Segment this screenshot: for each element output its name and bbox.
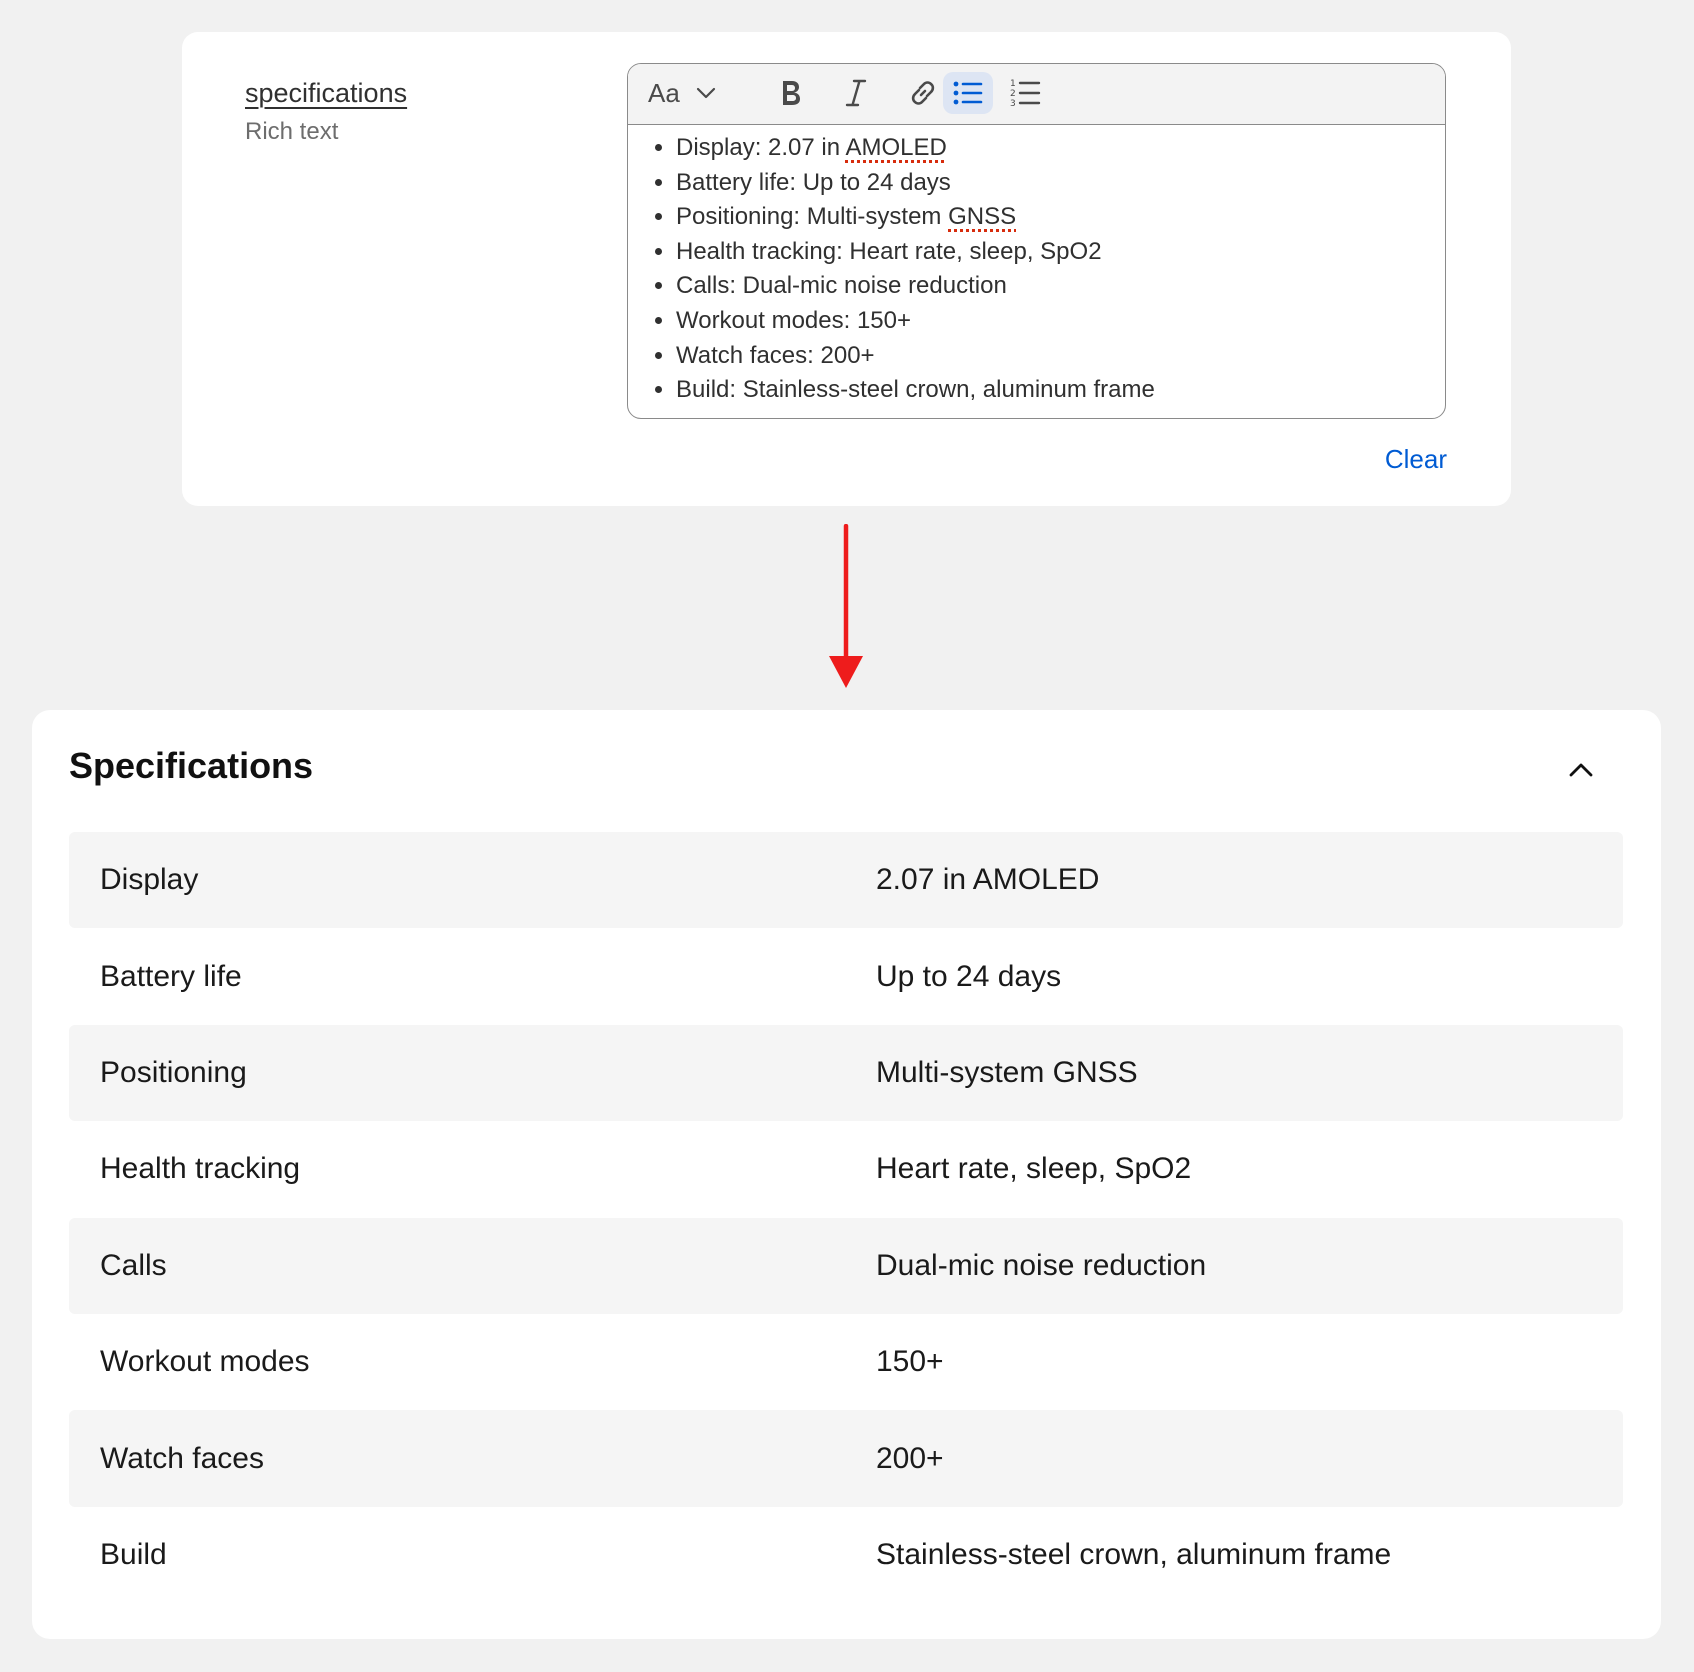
specs-bullet-list	[628, 131, 1445, 408]
spellcheck-flagged-word[interactable]: AMOLED	[845, 134, 947, 161]
spec-value: 200+	[876, 1441, 944, 1475]
link-icon	[907, 77, 939, 109]
spec-key: Positioning	[100, 1055, 247, 1089]
spec-value: Heart rate, sleep, SpO2	[876, 1152, 1192, 1186]
numbered-list-button[interactable]	[1003, 72, 1047, 114]
table-row	[69, 1218, 1623, 1314]
spec-key: Display	[100, 863, 199, 897]
chevron-up-icon	[1568, 762, 1594, 783]
metafield-editor-card	[182, 32, 1511, 506]
bulleted-list-icon	[952, 79, 984, 107]
down-arrow-icon	[828, 524, 864, 695]
field-type-label: Rich text	[245, 118, 339, 145]
specifications-table	[69, 832, 1623, 1603]
spec-key: Watch faces	[100, 1441, 264, 1475]
spec-value: Stainless-steel crown, aluminum frame	[876, 1537, 1392, 1571]
spec-key: Calls	[100, 1248, 167, 1282]
rte-toolbar	[628, 64, 1445, 125]
rte-content[interactable]	[628, 125, 1445, 408]
spec-value: 150+	[876, 1345, 944, 1379]
table-row	[69, 1314, 1623, 1410]
list-item: • Watch faces: 200+	[676, 339, 1445, 374]
specifications-card	[32, 710, 1661, 1639]
field-name[interactable]: specifications	[245, 78, 408, 108]
table-row	[69, 1507, 1623, 1603]
list-item: • Build: Stainless-steel crown, aluminum frame	[676, 373, 1445, 408]
table-row	[69, 1025, 1623, 1121]
chevron-down-icon	[696, 87, 716, 99]
rich-text-editor[interactable]	[627, 63, 1446, 419]
numbered-list-icon	[1009, 77, 1041, 109]
svg-text:3: 3	[1010, 99, 1016, 109]
bold-button[interactable]	[769, 72, 813, 114]
table-row	[69, 832, 1623, 928]
spec-key: Build	[100, 1537, 167, 1571]
svg-text:2: 2	[1010, 89, 1016, 99]
spec-value: 2.07 in AMOLED	[876, 863, 1100, 897]
italic-icon	[844, 78, 868, 108]
link-button[interactable]	[901, 72, 945, 114]
list-item: • Battery life: Up to 24 days	[676, 166, 1445, 201]
spec-value: Multi-system GNSS	[876, 1055, 1138, 1089]
spec-key: Workout modes	[100, 1345, 310, 1379]
specifications-title: Specifications	[69, 745, 314, 786]
collapse-button[interactable]	[1559, 750, 1603, 794]
italic-button[interactable]	[834, 72, 878, 114]
list-item: • Display: 2.07 in AMOLED	[676, 131, 1445, 166]
table-row	[69, 1410, 1623, 1506]
spec-value: Dual-mic noise reduction	[876, 1248, 1207, 1282]
spec-key: Battery life	[100, 959, 242, 993]
font-style-dropdown[interactable]	[648, 72, 734, 114]
bulleted-list-button[interactable]	[943, 72, 993, 114]
list-item: • Workout modes: 150+	[676, 304, 1445, 339]
spellcheck-flagged-word[interactable]: GNSS	[948, 203, 1017, 231]
svg-text:1: 1	[1010, 79, 1016, 89]
table-row	[69, 1121, 1623, 1217]
spec-key: Health tracking	[100, 1152, 301, 1186]
spec-value: Up to 24 days	[876, 959, 1062, 993]
clear-button[interactable]: Clear	[1384, 444, 1447, 474]
font-style-label: Aa	[648, 77, 680, 108]
list-item: • Positioning: Multi-system GNSS	[676, 200, 1445, 235]
table-row	[69, 928, 1623, 1024]
list-item: • Health tracking: Heart rate, sleep, SpO2	[676, 235, 1445, 270]
bold-icon	[779, 78, 803, 108]
list-item: • Calls: Dual-mic noise reduction	[676, 269, 1445, 304]
